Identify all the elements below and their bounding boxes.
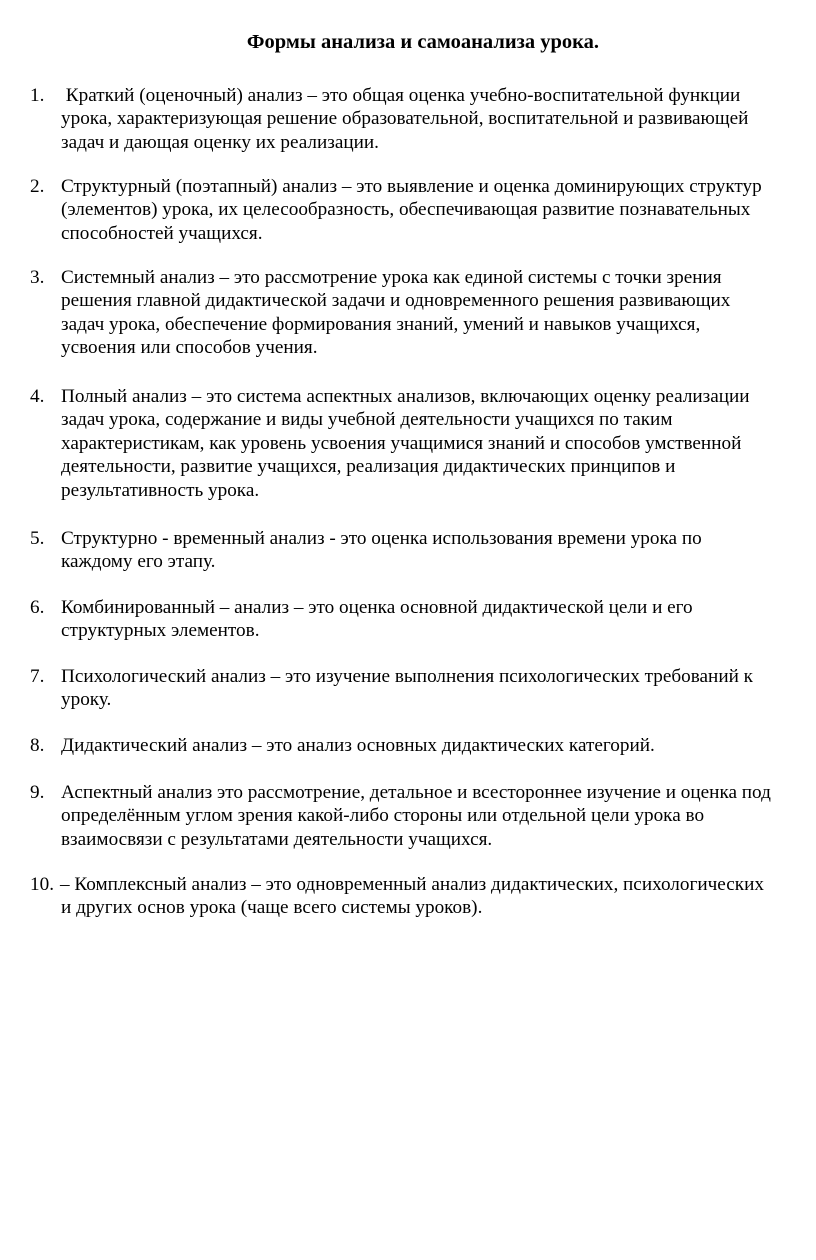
item-line: Полный анализ – это система аспектных анализов, включающих оценку реализации [61,386,750,407]
item-text [61,175,816,245]
item-line: Структурно - временный анализ - это оценка использования времени урока по [61,528,702,549]
item-line: Аспектный анализ это рассмотрение, детальное и всестороннее изучение и оценка под [61,782,771,803]
item-text [61,266,816,360]
item-line: результативность урока. [61,479,260,501]
item-line: каждому его этапу. [61,551,216,573]
item-line: Структурный (поэтапный) анализ – это выявление и оценка доминирующих структур [61,176,762,197]
item-line: задач и дающая оценку их реализации. [61,131,379,153]
item-text [61,665,816,712]
item-line: определённым углом зрения какой-либо стороны или отдельной цели урока во [61,805,705,827]
item-number: 3. [30,267,45,288]
item-text [61,781,816,851]
item-line: решения главной дидактической задачи и одновременного решения развивающих [61,290,731,312]
item-line: характеристикам, как уровень усвоения учащимися знаний и способов умственной [61,432,742,454]
item-text [61,84,816,154]
item-text [61,734,816,757]
item-line: Системный анализ – это рассмотрение урока как единой системы с точки зрения [61,267,722,288]
item-line: – Комплексный анализ – это одновременный анализ дидактических, психологических [60,874,764,895]
item-line: задач урока, обеспечение формирования знаний, умений и навыков учащихся, [61,313,701,335]
item-number: 8. [30,735,45,756]
item-number: 10. [30,874,54,895]
item-line: усвоения или способов учения. [61,337,318,359]
item-line: (элементов) урока, их целесообразность, обеспечивающая развитие познавательных [61,199,751,221]
item-line: структурных элементов. [61,620,260,642]
item-text [61,385,816,502]
item-text [61,527,816,574]
item-number: 2. [30,176,45,197]
item-line: способностей учащихся. [61,222,263,244]
item-line: и других основ урока (чаще всего системы уроков). [61,897,483,919]
item-line: Краткий (оценочный) анализ – это общая оценка учебно-воспитательной функции [61,85,741,106]
item-number: 4. [30,386,45,407]
item-line: взаимосвязи с результатами деятельности учащихся. [61,828,493,850]
item-number: 9. [30,782,45,803]
item-text [61,873,816,920]
item-line: Дидактический анализ – это анализ основных дидактических категорий. [61,735,655,756]
document-title: Формы анализа и самоанализа урока. [246,31,600,53]
item-line: урока, характеризующая решение образовательной, воспитательной и развивающей [61,108,749,130]
item-line: задач урока, содержание и виды учебной деятельности учащихся по таким [61,409,673,431]
item-line: уроку. [61,689,112,711]
item-line: деятельности, развитие учащихся, реализация дидактических принципов и [61,456,676,478]
item-number: 6. [30,597,45,618]
item-number: 7. [30,666,45,687]
item-line: Психологический анализ – это изучение выполнения психологических требований к [61,666,753,687]
item-text [61,596,816,643]
item-number: 1. [30,85,45,106]
item-number: 5. [30,528,45,549]
item-line: Комбинированный – анализ – это оценка основной дидактической цели и его [61,597,693,618]
